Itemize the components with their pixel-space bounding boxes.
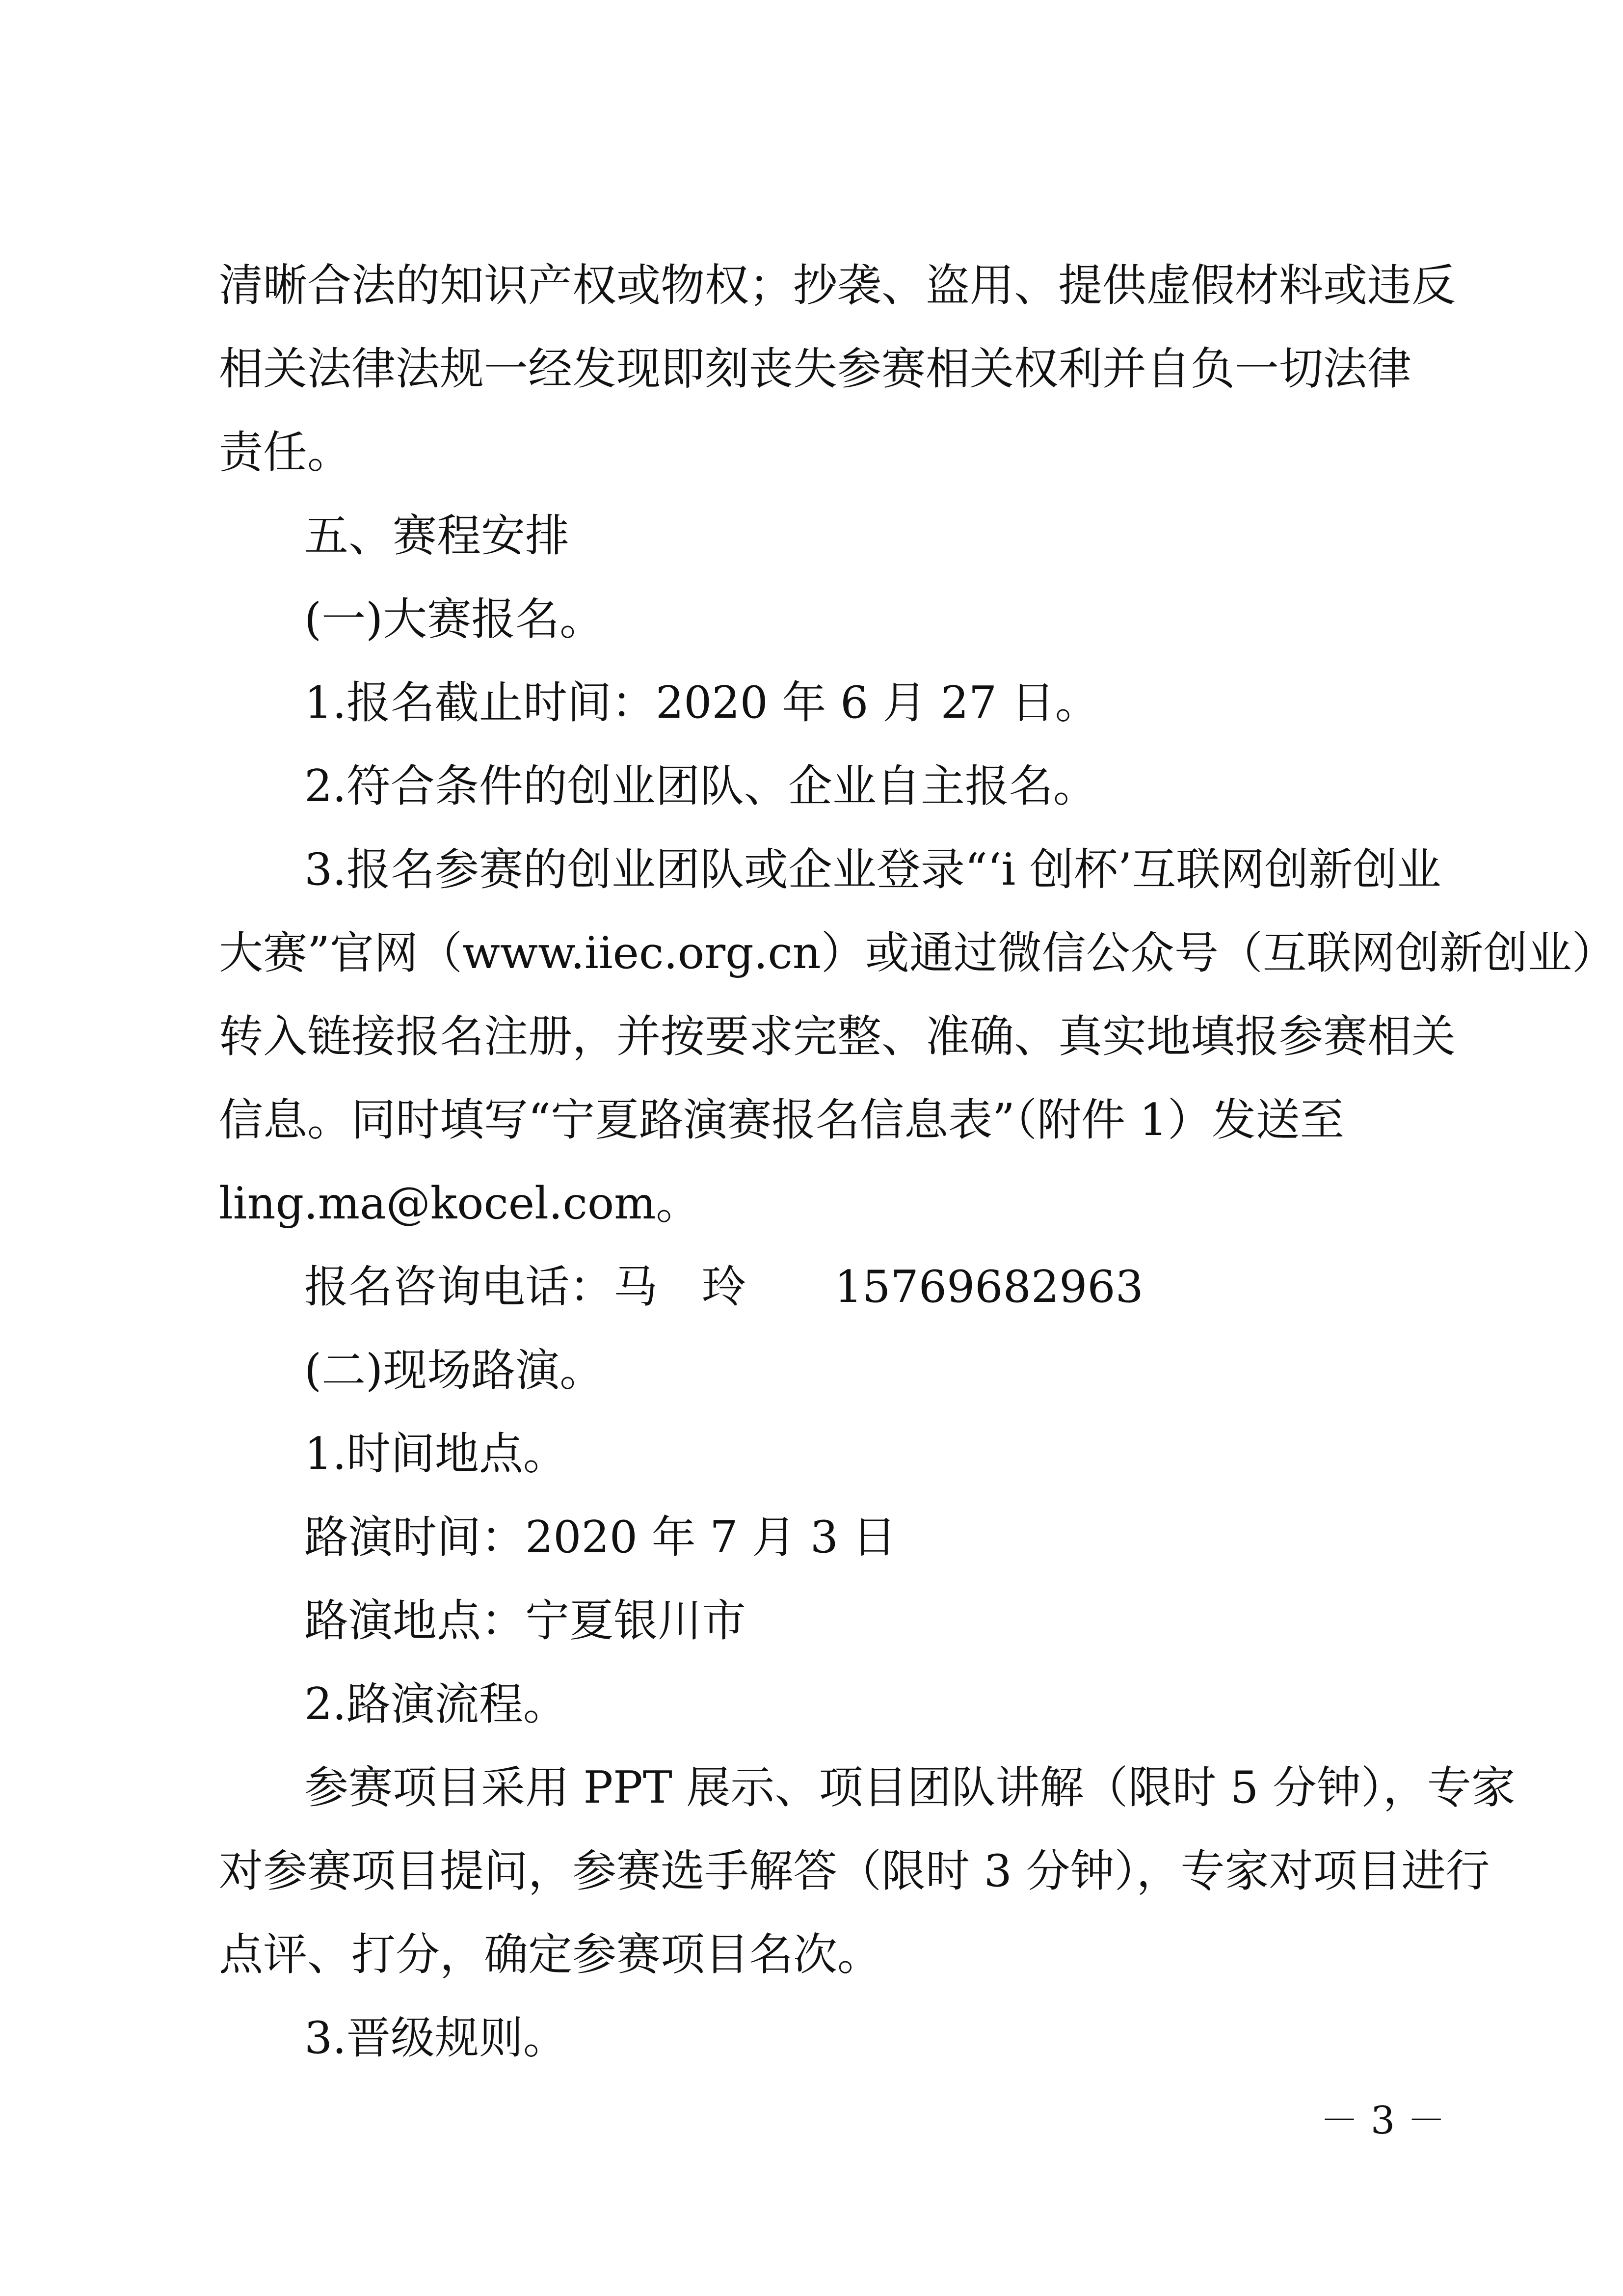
body-text-line: 信息。同时填写“宁夏路演赛报名信息表”（附件 1）发送至 (219, 1094, 1344, 1146)
body-text-line: 2.符合条件的创业团队、企业自主报名。 (304, 760, 1097, 812)
page-number: － 3 － (1320, 2099, 1446, 2143)
body-text-line: 2.路演流程。 (304, 1678, 567, 1730)
body-text-line: 3.报名参赛的创业团队或企业登录“‘i 创杯’互联网创新创业 (304, 844, 1441, 895)
contact-phone-line: 报名咨询电话：马 玲 15769682963 (304, 1261, 1144, 1313)
body-text-line: 责任。 (219, 427, 351, 478)
body-text-line: 转入链接报名注册，并按要求完整、准确、真实地填报参赛相关 (219, 1011, 1456, 1062)
body-text-line: 路演时间：2020 年 7 月 3 日 (304, 1512, 897, 1563)
body-text-line: 路演地点：宁夏银川市 (304, 1595, 746, 1647)
body-text-line: 参赛项目采用 PPT 展示、项目团队讲解（限时 5 分钟），专家 (304, 1762, 1516, 1813)
body-text-line: 对参赛项目提问，参赛选手解答（限时 3 分钟），专家对项目进行 (219, 1845, 1490, 1897)
body-text-line: 大赛”官网（www.iiec.org.cn）或通过微信公众号（互联网创新创业） (219, 927, 1616, 979)
body-text-line: 1.时间地点。 (304, 1428, 567, 1480)
body-text-line: 点评、打分，确定参赛项目名次。 (219, 1929, 881, 1980)
body-text-line: 1.报名截止时间：2020 年 6 月 27 日。 (304, 677, 1099, 729)
email-address: ling.ma@kocel.com。 (219, 1178, 700, 1229)
section-heading: 五、赛程安排 (304, 510, 569, 562)
subsection-heading: (二)现场路演。 (304, 1345, 604, 1396)
body-text-line: 清晰合法的知识产权或物权；抄袭、盗用、提供虚假材料或违反 (219, 260, 1456, 311)
body-text-line: 3.晋级规则。 (304, 2012, 567, 2064)
body-text-line: 相关法律法规一经发现即刻丧失参赛相关权利并自负一切法律 (219, 343, 1411, 395)
subsection-heading: (一)大赛报名。 (304, 594, 604, 645)
